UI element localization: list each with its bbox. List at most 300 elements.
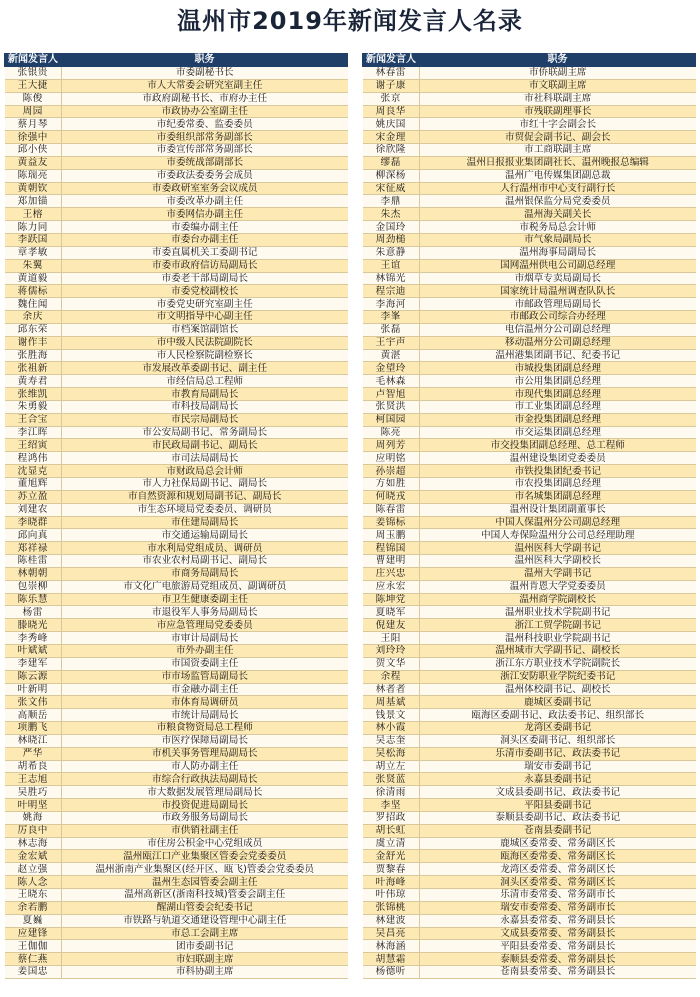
- spokesperson-name: 王志旭: [5, 773, 62, 786]
- spokesperson-position: 文成县委副书记、政法委书记: [420, 786, 696, 799]
- spokesperson-position: 市大数据发展管理局副局长: [62, 786, 348, 799]
- spokesperson-position: 市商务局副局长: [62, 567, 348, 580]
- spokesperson-name: 包崇柳: [5, 580, 62, 593]
- table-row: [363, 811, 696, 824]
- spokesperson-name: 王伽伽: [5, 940, 62, 953]
- spokesperson-name: 周基斌: [363, 696, 420, 709]
- spokesperson-position: 市铁投集团纪委书记: [420, 465, 696, 478]
- spokesperson-position: 市卫生健康委副主任: [62, 593, 348, 606]
- spokesperson-position: 市文联副主席: [420, 79, 696, 92]
- table-row: [5, 221, 348, 234]
- header-position: 职务: [420, 54, 696, 67]
- spokesperson-name: 张贤洪: [363, 400, 420, 413]
- table-row: [5, 362, 348, 375]
- table-row: [5, 542, 348, 555]
- spokesperson-position: 温州建设集团党委委员: [420, 452, 696, 465]
- table-row: [5, 131, 348, 144]
- table-row: [363, 722, 696, 735]
- spokesperson-position: 温州职业技术学院副书记: [420, 606, 696, 619]
- table-row: [363, 670, 696, 683]
- spokesperson-name: 朱意静: [363, 246, 420, 259]
- spokesperson-position: 市退役军人事务局副局长: [62, 606, 348, 619]
- spokesperson-name: 陈人念: [5, 876, 62, 889]
- table-body-left: [5, 67, 348, 979]
- spokesperson-position: 市工业集团副总经理: [420, 400, 696, 413]
- table-row: [363, 311, 696, 324]
- spokesperson-name: 林春雷: [363, 67, 420, 80]
- spokesperson-name: 陈云源: [5, 670, 62, 683]
- spokesperson-name: 程鸿伟: [5, 452, 62, 465]
- spokesperson-position: 市委宣传部常务副部长: [62, 144, 348, 157]
- spokesperson-position: 瑞安市委副书记: [420, 760, 696, 773]
- header-position: 职务: [62, 54, 348, 67]
- spokesperson-position: 市经信局总工程师: [62, 375, 348, 388]
- spokesperson-position: 国网温州供电公司副总经理: [420, 259, 696, 272]
- spokesperson-position: 市委副秘书长: [62, 67, 348, 80]
- spokesperson-position: 市委党史研究室副主任: [62, 298, 348, 311]
- table-row: [5, 156, 348, 169]
- table-row: [5, 92, 348, 105]
- spokesperson-name: 徐欣隆: [363, 144, 420, 157]
- spokesperson-name: 张锦桃: [363, 901, 420, 914]
- table-row: [363, 773, 696, 786]
- table-row: [363, 760, 696, 773]
- spokesperson-name: 张贤蓝: [363, 773, 420, 786]
- spokesperson-position: 市民政局副书记、副局长: [62, 439, 348, 452]
- spokesperson-position: 市邮政公司综合办经理: [420, 311, 696, 324]
- spokesperson-position: 国家统计局温州调查队队长: [420, 285, 696, 298]
- spokesperson-position: 温州生态园管委会副主任: [62, 876, 348, 889]
- spokesperson-position: 瓯海区委常委、常务副区长: [420, 850, 696, 863]
- spokesperson-position: 温州医科大学副书记: [420, 542, 696, 555]
- table-row: [5, 876, 348, 889]
- table-row: [363, 221, 696, 234]
- spokesperson-position: 市粮食物资局总工程师: [62, 722, 348, 735]
- spokesperson-position: 移动温州分公司副总经理: [420, 336, 696, 349]
- spokesperson-name: 王宇声: [363, 336, 420, 349]
- spokesperson-name: 余若鹏: [5, 901, 62, 914]
- spokesperson-position: 泰顺县委常委、常务副县长: [420, 953, 696, 966]
- spokesperson-name: 张京: [363, 92, 420, 105]
- table-row: [363, 657, 696, 670]
- spokesperson-name: 应建锋: [5, 927, 62, 940]
- table-row: [363, 914, 696, 927]
- table-row: [363, 490, 696, 503]
- spokesperson-position: 温州海关副关长: [420, 208, 696, 221]
- spokesperson-name: 谢作丰: [5, 336, 62, 349]
- table-row: [5, 889, 348, 902]
- spokesperson-name: 李晓群: [5, 516, 62, 529]
- table-row: [363, 850, 696, 863]
- spokesperson-name: 金国玲: [363, 221, 420, 234]
- spokesperson-position: 市教育局副局长: [62, 388, 348, 401]
- table-row: [363, 696, 696, 709]
- table-row: [5, 311, 348, 324]
- table-row: [363, 940, 696, 953]
- spokesperson-position: 永嘉县委常委、常务副县长: [420, 914, 696, 927]
- spokesperson-position: 市财政局总会计师: [62, 465, 348, 478]
- spokesperson-position: 温州瓯江口产业集聚区管委会党委委员: [62, 850, 348, 863]
- spokesperson-name: 张文伟: [5, 696, 62, 709]
- spokesperson-name: 李跃国: [5, 233, 62, 246]
- table-row: [5, 760, 348, 773]
- spokesperson-position: 市政协办公室副主任: [62, 105, 348, 118]
- table-row: [5, 824, 348, 837]
- spokesperson-name: 李江晖: [5, 426, 62, 439]
- table-row: [5, 567, 348, 580]
- table-row: [363, 426, 696, 439]
- table-row: [363, 156, 696, 169]
- table-row: [363, 619, 696, 632]
- spokesperson-name: 章孝敏: [5, 246, 62, 259]
- table-row: [5, 195, 348, 208]
- spokesperson-position: 温州科技职业学院副书记: [420, 632, 696, 645]
- spokesperson-name: 王阳: [363, 632, 420, 645]
- spokesperson-name: 林晓江: [5, 734, 62, 747]
- spokesperson-position: 市政府副秘书长、市府办主任: [62, 92, 348, 105]
- spokesperson-position: 市统计局副局长: [62, 709, 348, 722]
- spokesperson-position: 醒湖山管委会纪委书记: [62, 901, 348, 914]
- spokesperson-position: 温州浙南产业集聚区(经开区、瓯飞)管委会党委委员: [62, 863, 348, 876]
- spokesperson-position: 市委改革办副主任: [62, 195, 348, 208]
- table-row: [5, 850, 348, 863]
- spokesperson-name: 林者者: [363, 683, 420, 696]
- table-row: [5, 901, 348, 914]
- spokesperson-position: 瑞安市委常委、常务副市长: [420, 901, 696, 914]
- table-row: [5, 208, 348, 221]
- spokesperson-name: 胡长虹: [363, 824, 420, 837]
- spokesperson-position: 温州广电传媒集团副总裁: [420, 169, 696, 182]
- spokesperson-position: 市金投集团副总经理: [420, 413, 696, 426]
- table-row: [5, 439, 348, 452]
- table-row: [363, 567, 696, 580]
- spokesperson-position: 市交通运输局副局长: [62, 529, 348, 542]
- spokesperson-name: 林建波: [363, 914, 420, 927]
- table-row: [363, 388, 696, 401]
- spokesperson-name: 毛林森: [363, 375, 420, 388]
- table-row: [5, 529, 348, 542]
- table-row: [363, 92, 696, 105]
- table-row: [363, 79, 696, 92]
- table-row: [363, 529, 696, 542]
- spokesperson-position: 鹿城区委常委、常务副区长: [420, 837, 696, 850]
- spokesperson-name: 滕晓光: [5, 619, 62, 632]
- spokesperson-position: 市生态环境局党委委员、调研员: [62, 503, 348, 516]
- spokesperson-name: 王谊: [363, 259, 420, 272]
- spokesperson-position: 市中级人民法院副院长: [62, 336, 348, 349]
- table-row: [5, 580, 348, 593]
- table-row: [5, 773, 348, 786]
- spokesperson-position: 市红十字会副会长: [420, 118, 696, 131]
- spokesperson-name: 周园: [5, 105, 62, 118]
- spokesperson-position: 市工商联副主席: [420, 144, 696, 157]
- spokesperson-name: 徐清雨: [363, 786, 420, 799]
- spokesperson-name: 陈桂雷: [5, 555, 62, 568]
- spokesperson-name: 李坚: [363, 799, 420, 812]
- spokesperson-name: 程宗迪: [363, 285, 420, 298]
- table-row: [363, 362, 696, 375]
- spokesperson-position: 市委党校副校长: [62, 285, 348, 298]
- table-row: [5, 786, 348, 799]
- table-row: [5, 452, 348, 465]
- table-row: [363, 67, 696, 80]
- table-row: [5, 516, 348, 529]
- table-row: [363, 169, 696, 182]
- spokesperson-name: 庄兴忠: [363, 567, 420, 580]
- spokesperson-position: 团市委副书记: [62, 940, 348, 953]
- table-row: [5, 722, 348, 735]
- spokesperson-name: 陈俊: [5, 92, 62, 105]
- spokesperson-name: 曹建明: [363, 555, 420, 568]
- spokesperson-position: 市人大常委会研究室副主任: [62, 79, 348, 92]
- spokesperson-position: 龙湾区委副书记: [420, 722, 696, 735]
- table-row: [5, 927, 348, 940]
- table-row: [363, 889, 696, 902]
- spokesperson-name: 胡慧霜: [363, 953, 420, 966]
- spokesperson-position: 龙湾区委常委、常务副区长: [420, 863, 696, 876]
- spokesperson-name: 钱景文: [363, 709, 420, 722]
- spokesperson-position: 乐清市委常委、常务副市长: [420, 889, 696, 902]
- spokesperson-position: 洞头区委副书记、组织部长: [420, 734, 696, 747]
- spokesperson-name: 何晓戎: [363, 490, 420, 503]
- spokesperson-name: 杨德听: [363, 966, 420, 979]
- table-row: [363, 349, 696, 362]
- spokesperson-name: 夏晓军: [363, 606, 420, 619]
- table-row: [5, 272, 348, 285]
- table-row: [363, 503, 696, 516]
- spokesperson-position: 市委政研室室务会议成员: [62, 182, 348, 195]
- spokesperson-name: 姚庆国: [363, 118, 420, 131]
- spokesperson-position: 市残联副理事长: [420, 105, 696, 118]
- table-row: [5, 632, 348, 645]
- spokesperson-name: 赵立强: [5, 863, 62, 876]
- table-row: [363, 863, 696, 876]
- spokesperson-position: 温州设计集团副董事长: [420, 503, 696, 516]
- spokesperson-position: 温州肯恩大学党委委员: [420, 580, 696, 593]
- spokesperson-name: 郑祥禄: [5, 542, 62, 555]
- spokesperson-name: 黄寿君: [5, 375, 62, 388]
- spokesperson-position: 市住房公积金中心党组成员: [62, 837, 348, 850]
- spokesperson-position: 市机关事务管理局副局长: [62, 747, 348, 760]
- spokesperson-position: 市妇联副主席: [62, 953, 348, 966]
- spokesperson-name: 李海河: [363, 298, 420, 311]
- spokesperson-name: 蔡月琴: [5, 118, 62, 131]
- spokesperson-name: 李鼎: [363, 195, 420, 208]
- table-row: [363, 709, 696, 722]
- table-row: [5, 555, 348, 568]
- spokesperson-position: 市市场监管局副局长: [62, 670, 348, 683]
- spokesperson-name: 邱向真: [5, 529, 62, 542]
- table-row: [363, 606, 696, 619]
- spokesperson-name: 苏立盈: [5, 490, 62, 503]
- spokesperson-name: 沈显克: [5, 465, 62, 478]
- spokesperson-position: 永嘉县委副书记: [420, 773, 696, 786]
- spokesperson-name: 王晓东: [5, 889, 62, 902]
- table-row: [363, 632, 696, 645]
- spokesperson-name: 叶海峰: [363, 876, 420, 889]
- table-row: [5, 953, 348, 966]
- spokesperson-name: 魏住闻: [5, 298, 62, 311]
- table-row: [363, 118, 696, 131]
- table-row: [363, 400, 696, 413]
- spokesperson-name: 贺文华: [363, 657, 420, 670]
- spokesperson-position: 市铁路与轨道交通建设管理中心副主任: [62, 914, 348, 927]
- spokesperson-name: 周玉鹏: [363, 529, 420, 542]
- table-row: [363, 516, 696, 529]
- table-row: [363, 233, 696, 246]
- spokesperson-position: 温州医科大学副校长: [420, 555, 696, 568]
- spokesperson-position: 市人防办副主任: [62, 760, 348, 773]
- table-row: [363, 208, 696, 221]
- table-row: [363, 966, 696, 979]
- spokesperson-position: 市应急管理局党委委员: [62, 619, 348, 632]
- spokesperson-position: 泰顺县委副书记、政法委书记: [420, 811, 696, 824]
- spokesperson-position: 市发展改革委副书记、副主任: [62, 362, 348, 375]
- spokesperson-name: 陈乐慧: [5, 593, 62, 606]
- table-row: [363, 593, 696, 606]
- spokesperson-position: 市供销社副主任: [62, 824, 348, 837]
- spokesperson-position: 市科技局副局长: [62, 400, 348, 413]
- table-row: [363, 336, 696, 349]
- spokesperson-position: 市纪委常委、监委委员: [62, 118, 348, 131]
- spokesperson-position: 市总工会副主席: [62, 927, 348, 940]
- spokesperson-name: 陈力同: [5, 221, 62, 234]
- table-row: [5, 709, 348, 722]
- table-header-row: [363, 54, 696, 67]
- spokesperson-name: 厉良中: [5, 824, 62, 837]
- spokesperson-position: 温州日报报业集团副社长、温州晚报总编辑: [420, 156, 696, 169]
- spokesperson-table-right: [362, 53, 696, 979]
- spokesperson-position: 市委组织部常务副部长: [62, 131, 348, 144]
- spokesperson-name: 王合宝: [5, 413, 62, 426]
- spokesperson-position: 浙江东方职业技术学院副院长: [420, 657, 696, 670]
- spokesperson-position: 市委统战部副部长: [62, 156, 348, 169]
- spokesperson-name: 黄道毅: [5, 272, 62, 285]
- table-row: [363, 105, 696, 118]
- spokesperson-name: 金望玲: [363, 362, 420, 375]
- table-row: [363, 837, 696, 850]
- spokesperson-name: 罗招政: [363, 811, 420, 824]
- table-row: [363, 542, 696, 555]
- table-row: [363, 683, 696, 696]
- table-row: [5, 503, 348, 516]
- spokesperson-position: 市政务服务局副局长: [62, 811, 348, 824]
- spokesperson-position: 中国人保温州分公司副总经理: [420, 516, 696, 529]
- table-row: [363, 144, 696, 157]
- table-row: [5, 837, 348, 850]
- spokesperson-table-left: [4, 53, 348, 979]
- spokesperson-position: 温州港集团副书记、纪委书记: [420, 349, 696, 362]
- spokesperson-name: 余程: [363, 670, 420, 683]
- table-row: [5, 118, 348, 131]
- table-row: [363, 555, 696, 568]
- table-row: [363, 298, 696, 311]
- spokesperson-position: 市税务局总会计师: [420, 221, 696, 234]
- table-row: [5, 914, 348, 927]
- table-row: [363, 465, 696, 478]
- table-row: [363, 901, 696, 914]
- table-row: [5, 375, 348, 388]
- spokesperson-name: 郑加锚: [5, 195, 62, 208]
- spokesperson-name: 吴志奎: [363, 734, 420, 747]
- spokesperson-position: 市投资促进局副局长: [62, 799, 348, 812]
- spokesperson-name: 林小霞: [363, 722, 420, 735]
- table-row: [5, 233, 348, 246]
- spokesperson-name: 蒋儒标: [5, 285, 62, 298]
- table-row: [5, 285, 348, 298]
- table-row: [5, 400, 348, 413]
- spokesperson-name: 林海涵: [363, 940, 420, 953]
- spokesperson-position: 市委网信办副主任: [62, 208, 348, 221]
- spokesperson-name: 周良华: [363, 105, 420, 118]
- spokesperson-position: 洞头区委常委、常务副区长: [420, 876, 696, 889]
- table-row: [5, 388, 348, 401]
- spokesperson-name: 叶斌斌: [5, 644, 62, 657]
- spokesperson-name: 张维凯: [5, 388, 62, 401]
- table-row: [363, 246, 696, 259]
- spokesperson-name: 卢智旭: [363, 388, 420, 401]
- spokesperson-name: 吴昌亮: [363, 927, 420, 940]
- spokesperson-name: 邱小侠: [5, 144, 62, 157]
- spokesperson-position: 市烟草专卖局副局长: [420, 272, 696, 285]
- table-row: [5, 246, 348, 259]
- spokesperson-position: 平阳县委副书记: [420, 799, 696, 812]
- table-row: [5, 863, 348, 876]
- spokesperson-position: 市名城集团副总经理: [420, 490, 696, 503]
- table-row: [5, 349, 348, 362]
- spokesperson-name: 柯国园: [363, 413, 420, 426]
- table-row: [363, 734, 696, 747]
- table-row: [5, 811, 348, 824]
- spokesperson-position: 市体育局调研员: [62, 696, 348, 709]
- spokesperson-position: 市自然资源和规划局副书记、副局长: [62, 490, 348, 503]
- spokesperson-position: 市科协副主席: [62, 966, 348, 979]
- table-row: [5, 734, 348, 747]
- spokesperson-position: 市外办副主任: [62, 644, 348, 657]
- spokesperson-name: 应永宏: [363, 580, 420, 593]
- spokesperson-name: 黄朝钦: [5, 182, 62, 195]
- spokesperson-position: 市金融办副主任: [62, 683, 348, 696]
- spokesperson-position: 市医疗保障局副局长: [62, 734, 348, 747]
- spokesperson-name: 贾黎春: [363, 863, 420, 876]
- spokesperson-position: 苍南县委副书记: [420, 824, 696, 837]
- spokesperson-position: 市委编办副主任: [62, 221, 348, 234]
- spokesperson-name: 李建军: [5, 657, 62, 670]
- spokesperson-position: 市档案馆副馆长: [62, 323, 348, 336]
- table-header-row: [5, 54, 348, 67]
- table-row: [363, 644, 696, 657]
- spokesperson-name: 杨雷: [5, 606, 62, 619]
- spokesperson-position: 市邮政管理局副局长: [420, 298, 696, 311]
- table-row: [363, 195, 696, 208]
- spokesperson-name: 宋金理: [363, 131, 420, 144]
- spokesperson-position: 市司法局副局长: [62, 452, 348, 465]
- spokesperson-position: 市委台办副主任: [62, 233, 348, 246]
- spokesperson-name: 刘建农: [5, 503, 62, 516]
- table-row: [5, 657, 348, 670]
- spokesperson-name: 陈春雷: [363, 503, 420, 516]
- spokesperson-name: 胡立左: [363, 760, 420, 773]
- table-row: [363, 799, 696, 812]
- spokesperson-position: 市文明指导中心副主任: [62, 311, 348, 324]
- spokesperson-position: 电信温州分公司副总经理: [420, 323, 696, 336]
- spokesperson-position: 文成县委常委、常务副县长: [420, 927, 696, 940]
- table-row: [363, 323, 696, 336]
- spokesperson-position: 市侨联副主席: [420, 67, 696, 80]
- table-row: [5, 966, 348, 979]
- spokesperson-position: 市农业农村局副书记、副局长: [62, 555, 348, 568]
- table-row: [5, 747, 348, 760]
